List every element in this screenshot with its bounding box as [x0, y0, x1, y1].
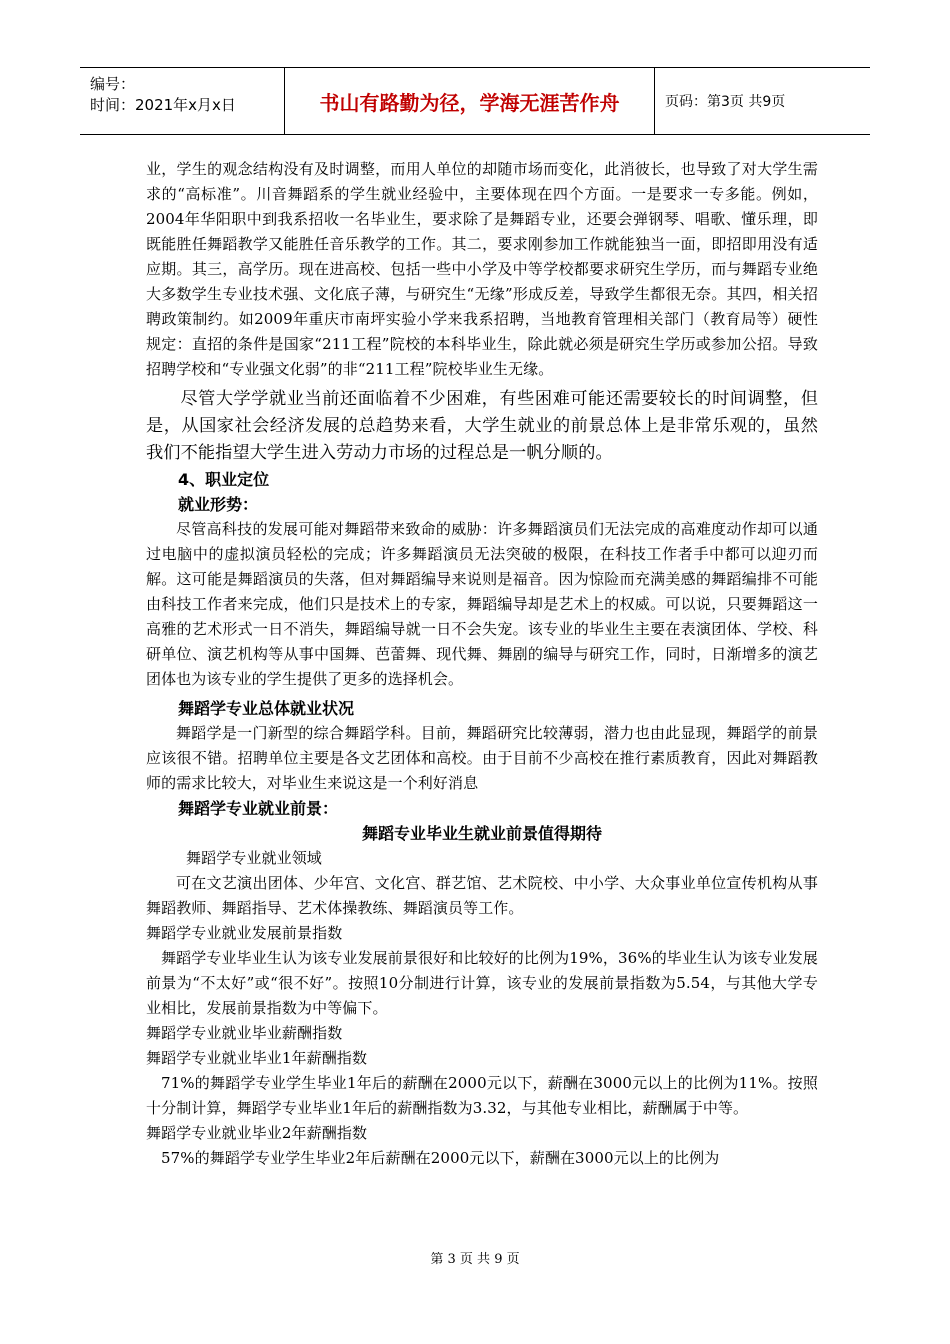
- subheading-salary-index: 舞蹈学专业就业毕业薪酬指数: [146, 1024, 343, 1042]
- paragraph-outlook: 尽管大学学就业当前还面临着不少困难，有些困难可能还需要较长的时间调整，但是，从国家社会经济发展的总趋势来看，大学生就业的前景总体上是非常乐观的，虽然我们不能指望大学生进入劳动力市场的过程总是一帆分顺的。: [146, 389, 818, 463]
- title-center: 舞蹈专业毕业生就业前景值得期待: [361, 824, 602, 843]
- paragraph-salary-2yr: 57%的舞蹈学专业学生毕业2年后薪酬在2000元以下，薪酬在3000元以上的比例为: [161, 1149, 720, 1167]
- page-header: [80, 67, 870, 135]
- heading-employment-situation: 就业形势：: [178, 495, 259, 514]
- paragraph-salary-1yr: 71%的舞蹈学专业学生毕业1年后的薪酬在2000元以下，薪酬在3000元以上的比例为11%。按照十分制计算，舞蹈学专业毕业1年后的薪酬指数为3.32，与其他专业相比，薪酬属于中等。: [146, 1074, 818, 1117]
- header-meta: [80, 68, 285, 134]
- paragraph-employment-experience: 业，学生的观念结构没有及时调整，而用人单位的却随市场而变化，此消彼长，也导致了对大学生需求的“高标准”。川音舞蹈系的学生就业经验中，主要体现在四个方面。一是要求一专多能。例如，2004年华阳职中到我系招收一名毕业生，要求除了是舞蹈专业，还要会弹钢琴、唱歌、懂乐理，即既能胜任舞蹈教学又能胜任音乐教学的工作。其二，要求刚参加工作就能独当一面，即招即用没有适应期。其三，高学历。现在进高校、包括一些中小学及中等学校都要求研究生学历，而与舞蹈专业绝大多数学生专业技术强、文化底子薄，与研究生“无缘”形成反差，导致学生都很无奈。其四，相关招聘政策制约。如2009年重庆市南坪实验小学来我系招聘，当地教育管理相关部门（教育局等）硬性规定：直招的条件是国家“211工程”院校的本科毕业生，除此就必须是研究生学历或参加公招。导致招聘学校和“专业强文化弱”的非“211工程”院校毕业生无缘。: [146, 160, 818, 378]
- paragraph-technology-impact: 尽管高科技的发展可能对舞蹈带来致命的威胁：许多舞蹈演员们无法完成的高难度动作却可以通过电脑中的虚拟演员轻松的完成；许多舞蹈演员无法突破的极限，在科技工作者手中都可以迎刃而解。这可能是舞蹈演员的失落，但对舞蹈编导来说则是福音。因为惊险而充满美感的舞蹈编排不可能由科技工作者来完成，他们只是技术上的专家，舞蹈编导却是艺术上的权威。可以说，只要舞蹈这一高雅的艺术形式一日不消失，舞蹈编导就一日不会失宠。该专业的毕业生主要在表演团体、学校、科研单位、演艺机构等从事中国舞、芭蕾舞、现代舞、舞剧的编导与研究工作，同时，日渐增多的演艺团体也为该专业的学生提供了更多的选择机会。: [146, 520, 818, 688]
- paragraph-employment-field: 可在文艺演出团体、少年宫、文化宫、群艺馆、艺术院校、中小学、大众事业单位宣传机构从事舞蹈教师、舞蹈指导、艺术体操教练、舞蹈演员等工作。: [146, 874, 818, 917]
- subheading-salary-index-2yr: 舞蹈学专业就业毕业2年薪酬指数: [146, 1124, 368, 1142]
- heading-employment-prospect: 舞蹈学专业就业前景：: [178, 799, 339, 818]
- paragraph-dance-studies: 舞蹈学是一门新型的综合舞蹈学科。目前，舞蹈研究比较薄弱，潜力也由此显现，舞蹈学的前景应该很不错。招聘单位主要是各文艺团体和高校。由于目前不少高校在推行素质教育，因此对舞蹈教师的需求比较大，对毕业生来说这是一个利好消息: [146, 724, 818, 792]
- heading-overall-employment: 舞蹈学专业总体就业状况: [178, 699, 355, 718]
- header-motto: 书山有路勤为径，学海无涯苦作舟: [285, 68, 655, 134]
- heading-career-positioning: 4、职业定位: [178, 470, 270, 489]
- header-number-label: 编号：: [90, 75, 136, 93]
- subheading-prospect-index: 舞蹈学专业就业发展前景指数: [146, 924, 343, 942]
- subheading-salary-index-1yr: 舞蹈学专业就业毕业1年薪酬指数: [146, 1049, 368, 1067]
- header-time-label: 时间：2021年x月x日: [90, 96, 236, 114]
- page-footer: 第 3 页 共 9 页: [430, 1252, 520, 1267]
- paragraph-prospect-index: 舞蹈学专业毕业生认为该专业发展前景很好和比较好的比例为19%，36%的毕业生认为该专业发展前景为“不太好”或“很不好”。按照10分制进行计算，该专业的发展前景指数为5.54，与其他大学专业相比，发展前景指数为中等偏下。: [146, 949, 818, 1017]
- document-body: [146, 157, 818, 1171]
- subheading-employment-field: 舞蹈学专业就业领域: [186, 849, 322, 867]
- header-page-label: 页码：第3页 共9页: [665, 94, 786, 110]
